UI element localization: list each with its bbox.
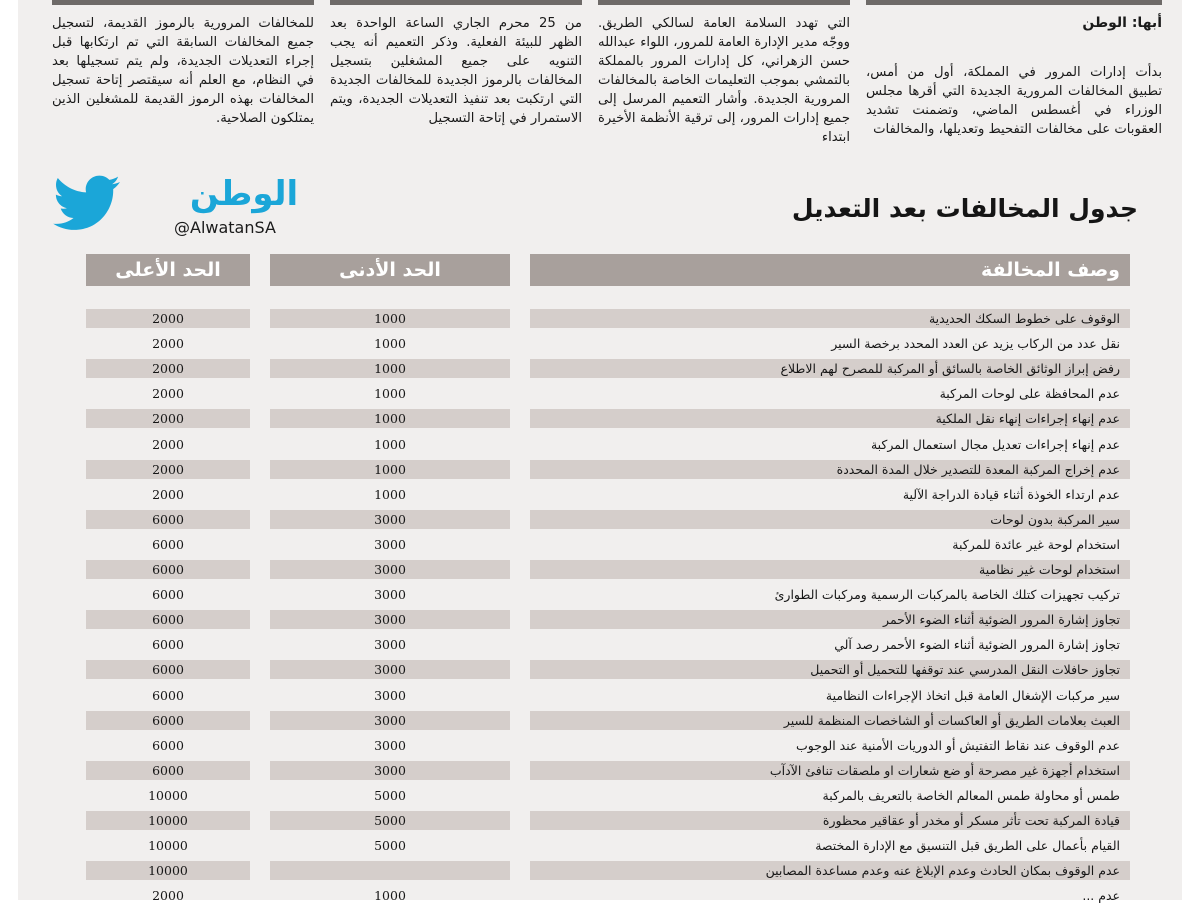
violation-description: سير مركبات الإشغال العامة قبل اتخاذ الإجراءات النظامية bbox=[825, 687, 1120, 703]
table-row bbox=[0, 582, 1200, 607]
min-fine: 1000 bbox=[374, 336, 406, 352]
min-fine: 3000 bbox=[374, 737, 406, 753]
table-row bbox=[0, 657, 1200, 682]
min-fine: 3000 bbox=[270, 560, 510, 579]
min-fine: 3000 bbox=[270, 660, 510, 679]
violation-description: رفض إبراز الوثائق الخاصة بالسائق أو المركبة للمصرح لهم الاطلاع bbox=[530, 359, 1130, 378]
table-row bbox=[0, 457, 1200, 482]
min-fine: 1000 bbox=[270, 309, 510, 328]
min-fine: 1000 bbox=[270, 359, 510, 378]
max-fine: 10000 bbox=[86, 861, 250, 880]
article-column-3 bbox=[330, 14, 582, 128]
max-fine: 6000 bbox=[86, 660, 250, 679]
article-column-2 bbox=[598, 14, 850, 147]
violation-description: قيادة المركبة تحت تأثر مسكر أو مخدر أو عقاقير محظورة bbox=[530, 811, 1130, 830]
alwatan-wordmark: الوطن bbox=[189, 174, 299, 214]
violation-description: القيام بأعمال على الطريق قبل التنسيق مع الإدارة المختصة bbox=[815, 838, 1120, 854]
article-text: بدأت إدارات المرور في المملكة، أول من أمس، تطبيق المخالفات المرورية الجديدة التي أقرها مجلس الوزراء في أغسطس الماضي، وتضمنت تشديد العقوبات على مخالفات التفحيط وتعديلها، والمخالفات bbox=[866, 65, 1162, 137]
violation-description: عدم الوقوف بمكان الحادث وعدم الإبلاغ عنه وعدم مساعدة المصابين bbox=[530, 861, 1130, 880]
table-row bbox=[0, 808, 1200, 833]
table-row bbox=[0, 683, 1200, 708]
table-row bbox=[0, 858, 1200, 883]
min-fine: 5000 bbox=[374, 838, 406, 854]
min-fine: 3000 bbox=[374, 687, 406, 703]
max-fine: 6000 bbox=[86, 510, 250, 529]
table-row bbox=[0, 482, 1200, 507]
header-description: وصف المخالفة bbox=[530, 254, 1130, 286]
violation-description: عدم ... bbox=[1082, 888, 1120, 904]
max-fine: 2000 bbox=[152, 336, 184, 352]
violation-description: طمس أو محاولة طمس المعالم الخاصة بالتعريف بالمركبة bbox=[822, 787, 1120, 803]
table-title: جدول المخالفات بعد التعديل bbox=[791, 194, 1138, 223]
table-row bbox=[0, 883, 1200, 908]
violation-description: سير المركبة بدون لوحات bbox=[530, 510, 1130, 529]
max-fine: 10000 bbox=[86, 811, 250, 830]
header-min: الحد الأدنى bbox=[270, 254, 510, 286]
table-row bbox=[0, 607, 1200, 632]
table-row bbox=[0, 356, 1200, 381]
column-rule bbox=[330, 0, 582, 5]
violation-description: تجاوز إشارة المرور الضوئية أثناء الضوء الأحمر bbox=[530, 610, 1130, 629]
column-rule bbox=[52, 0, 314, 5]
violation-description: تجاوز حافلات النقل المدرسي عند توقفها للتحميل أو التحميل bbox=[530, 660, 1130, 679]
max-fine: 6000 bbox=[86, 711, 250, 730]
min-fine: 5000 bbox=[270, 811, 510, 830]
table-row bbox=[0, 432, 1200, 457]
violation-description: استخدام لوحات غير نظامية bbox=[530, 560, 1130, 579]
table-row bbox=[0, 507, 1200, 532]
min-fine: 3000 bbox=[270, 711, 510, 730]
max-fine: 6000 bbox=[152, 737, 184, 753]
table-row bbox=[0, 331, 1200, 356]
min-fine: 3000 bbox=[374, 536, 406, 552]
max-fine: 2000 bbox=[152, 436, 184, 452]
violation-description: عدم إنهاء إجراءات تعديل مجال استعمال المركبة bbox=[870, 436, 1120, 452]
violation-description: عدم المحافظة على لوحات المركبة bbox=[939, 386, 1120, 402]
article-column-4 bbox=[52, 14, 314, 128]
column-rule bbox=[598, 0, 850, 5]
table-row bbox=[0, 758, 1200, 783]
violation-description: العبث بعلامات الطريق أو العاكسات أو الشاخصات المنظمة للسير bbox=[530, 711, 1130, 730]
max-fine: 2000 bbox=[152, 386, 184, 402]
table-row bbox=[0, 306, 1200, 331]
violation-description: استخدام أجهزة غير مصرحة أو ضع شعارات او ملصقات تنافئ الآدآب bbox=[530, 761, 1130, 780]
min-fine: 3000 bbox=[374, 637, 406, 653]
article-text: من 25 محرم الجاري الساعة الواحدة بعد الظهر للبيئة الفعلية. وذكر التعميم أنه يجب التنويه على جميع المشغلين بتسجيل المخالفات بالرموز الجديدة للمخالفات الجديدة التي ارتكبت بعد تنفيذ التعديلات الجديدة، ويتم الاستمرار في إتاحة التسجيل bbox=[330, 16, 582, 126]
max-fine: 6000 bbox=[86, 761, 250, 780]
byline: أبها: الوطن bbox=[1082, 15, 1162, 31]
table-row bbox=[0, 381, 1200, 406]
min-fine bbox=[270, 861, 510, 880]
max-fine: 2000 bbox=[152, 486, 184, 502]
table-row bbox=[0, 557, 1200, 582]
table-row bbox=[0, 708, 1200, 733]
min-fine: 1000 bbox=[374, 436, 406, 452]
table-row bbox=[0, 783, 1200, 808]
min-fine: 1000 bbox=[374, 386, 406, 402]
violation-description: عدم ارتداء الخوذة أثناء قيادة الدراجة الآلية bbox=[902, 486, 1120, 502]
max-fine: 6000 bbox=[86, 560, 250, 579]
max-fine: 6000 bbox=[152, 687, 184, 703]
table-row bbox=[0, 632, 1200, 657]
violation-description: الوقوف على خطوط السكك الحديدية bbox=[530, 309, 1130, 328]
min-fine: 5000 bbox=[374, 787, 406, 803]
max-fine: 2000 bbox=[152, 888, 184, 904]
max-fine: 2000 bbox=[86, 409, 250, 428]
max-fine: 10000 bbox=[148, 838, 188, 854]
table-row bbox=[0, 532, 1200, 557]
violation-description: تجاوز إشارة المرور الضوئية أثناء الضوء الأحمر رصد آلي bbox=[834, 637, 1120, 653]
min-fine: 1000 bbox=[270, 460, 510, 479]
max-fine: 2000 bbox=[86, 359, 250, 378]
max-fine: 6000 bbox=[152, 637, 184, 653]
twitter-handle: @AlwatanSA bbox=[174, 218, 276, 237]
table-row bbox=[0, 406, 1200, 431]
max-fine: 6000 bbox=[152, 536, 184, 552]
column-rule bbox=[866, 0, 1162, 5]
article-text: للمخالفات المرورية بالرموز القديمة، لتسجيل جميع المخالفات السابقة التي تم ارتكابها قبل إجراء التعديلات الجديدة، ولم يتم تسجيلها بعد في النظام، مع العلم أنه سيقتصر إتاحة تسجيل المخالفات بهذه الرموز القديمة للمشغلين الذين يمتلكون الصلاحية. bbox=[52, 16, 314, 126]
article-column-1 bbox=[866, 14, 1162, 139]
min-fine: 1000 bbox=[374, 486, 406, 502]
violation-description: عدم إنهاء إجراءات إنهاء نقل الملكية bbox=[530, 409, 1130, 428]
min-fine: 1000 bbox=[374, 888, 406, 904]
alwatan-twitter-logo bbox=[52, 172, 299, 242]
violation-description: عدم الوقوف عند نقاط التفتيش أو الدوريات الأمنية عند الوجوب bbox=[796, 737, 1120, 753]
header-max: الحد الأعلى bbox=[86, 254, 250, 286]
table-row bbox=[0, 833, 1200, 858]
max-fine: 2000 bbox=[86, 309, 250, 328]
article-text: التي تهدد السلامة العامة لسالكي الطريق. ووجّه مدير الإدارة العامة للمرور، اللواء عبدالله حسن الزهراني، كل إدارات المرور بالمملكة بالتمشي بموجب التعليمات الخاصة بالمخالفات المرورية الجديدة. وأشار التعميم المرسل إلى جميع إدارات المرور، إلى ترقية الأنظمة الأخيرة ابتداء bbox=[598, 16, 850, 145]
min-fine: 3000 bbox=[270, 761, 510, 780]
violation-description: تركيب تجهيزات كتلك الخاصة بالمركبات الرسمية ومركبات الطوارئ bbox=[774, 587, 1120, 603]
violation-description: نقل عدد من الركاب يزيد عن العدد المحدد برخصة السير bbox=[831, 336, 1120, 352]
max-fine: 2000 bbox=[86, 460, 250, 479]
max-fine: 6000 bbox=[86, 610, 250, 629]
twitter-bird-icon bbox=[52, 174, 122, 236]
min-fine: 3000 bbox=[374, 587, 406, 603]
min-fine: 1000 bbox=[270, 409, 510, 428]
min-fine: 3000 bbox=[270, 510, 510, 529]
max-fine: 6000 bbox=[152, 587, 184, 603]
violation-description: عدم إخراج المركبة المعدة للتصدير خلال المدة المحددة bbox=[530, 460, 1130, 479]
violation-description: استخدام لوحة غير عائدة للمركبة bbox=[952, 536, 1120, 552]
table-row bbox=[0, 733, 1200, 758]
min-fine: 3000 bbox=[270, 610, 510, 629]
max-fine: 10000 bbox=[148, 787, 188, 803]
